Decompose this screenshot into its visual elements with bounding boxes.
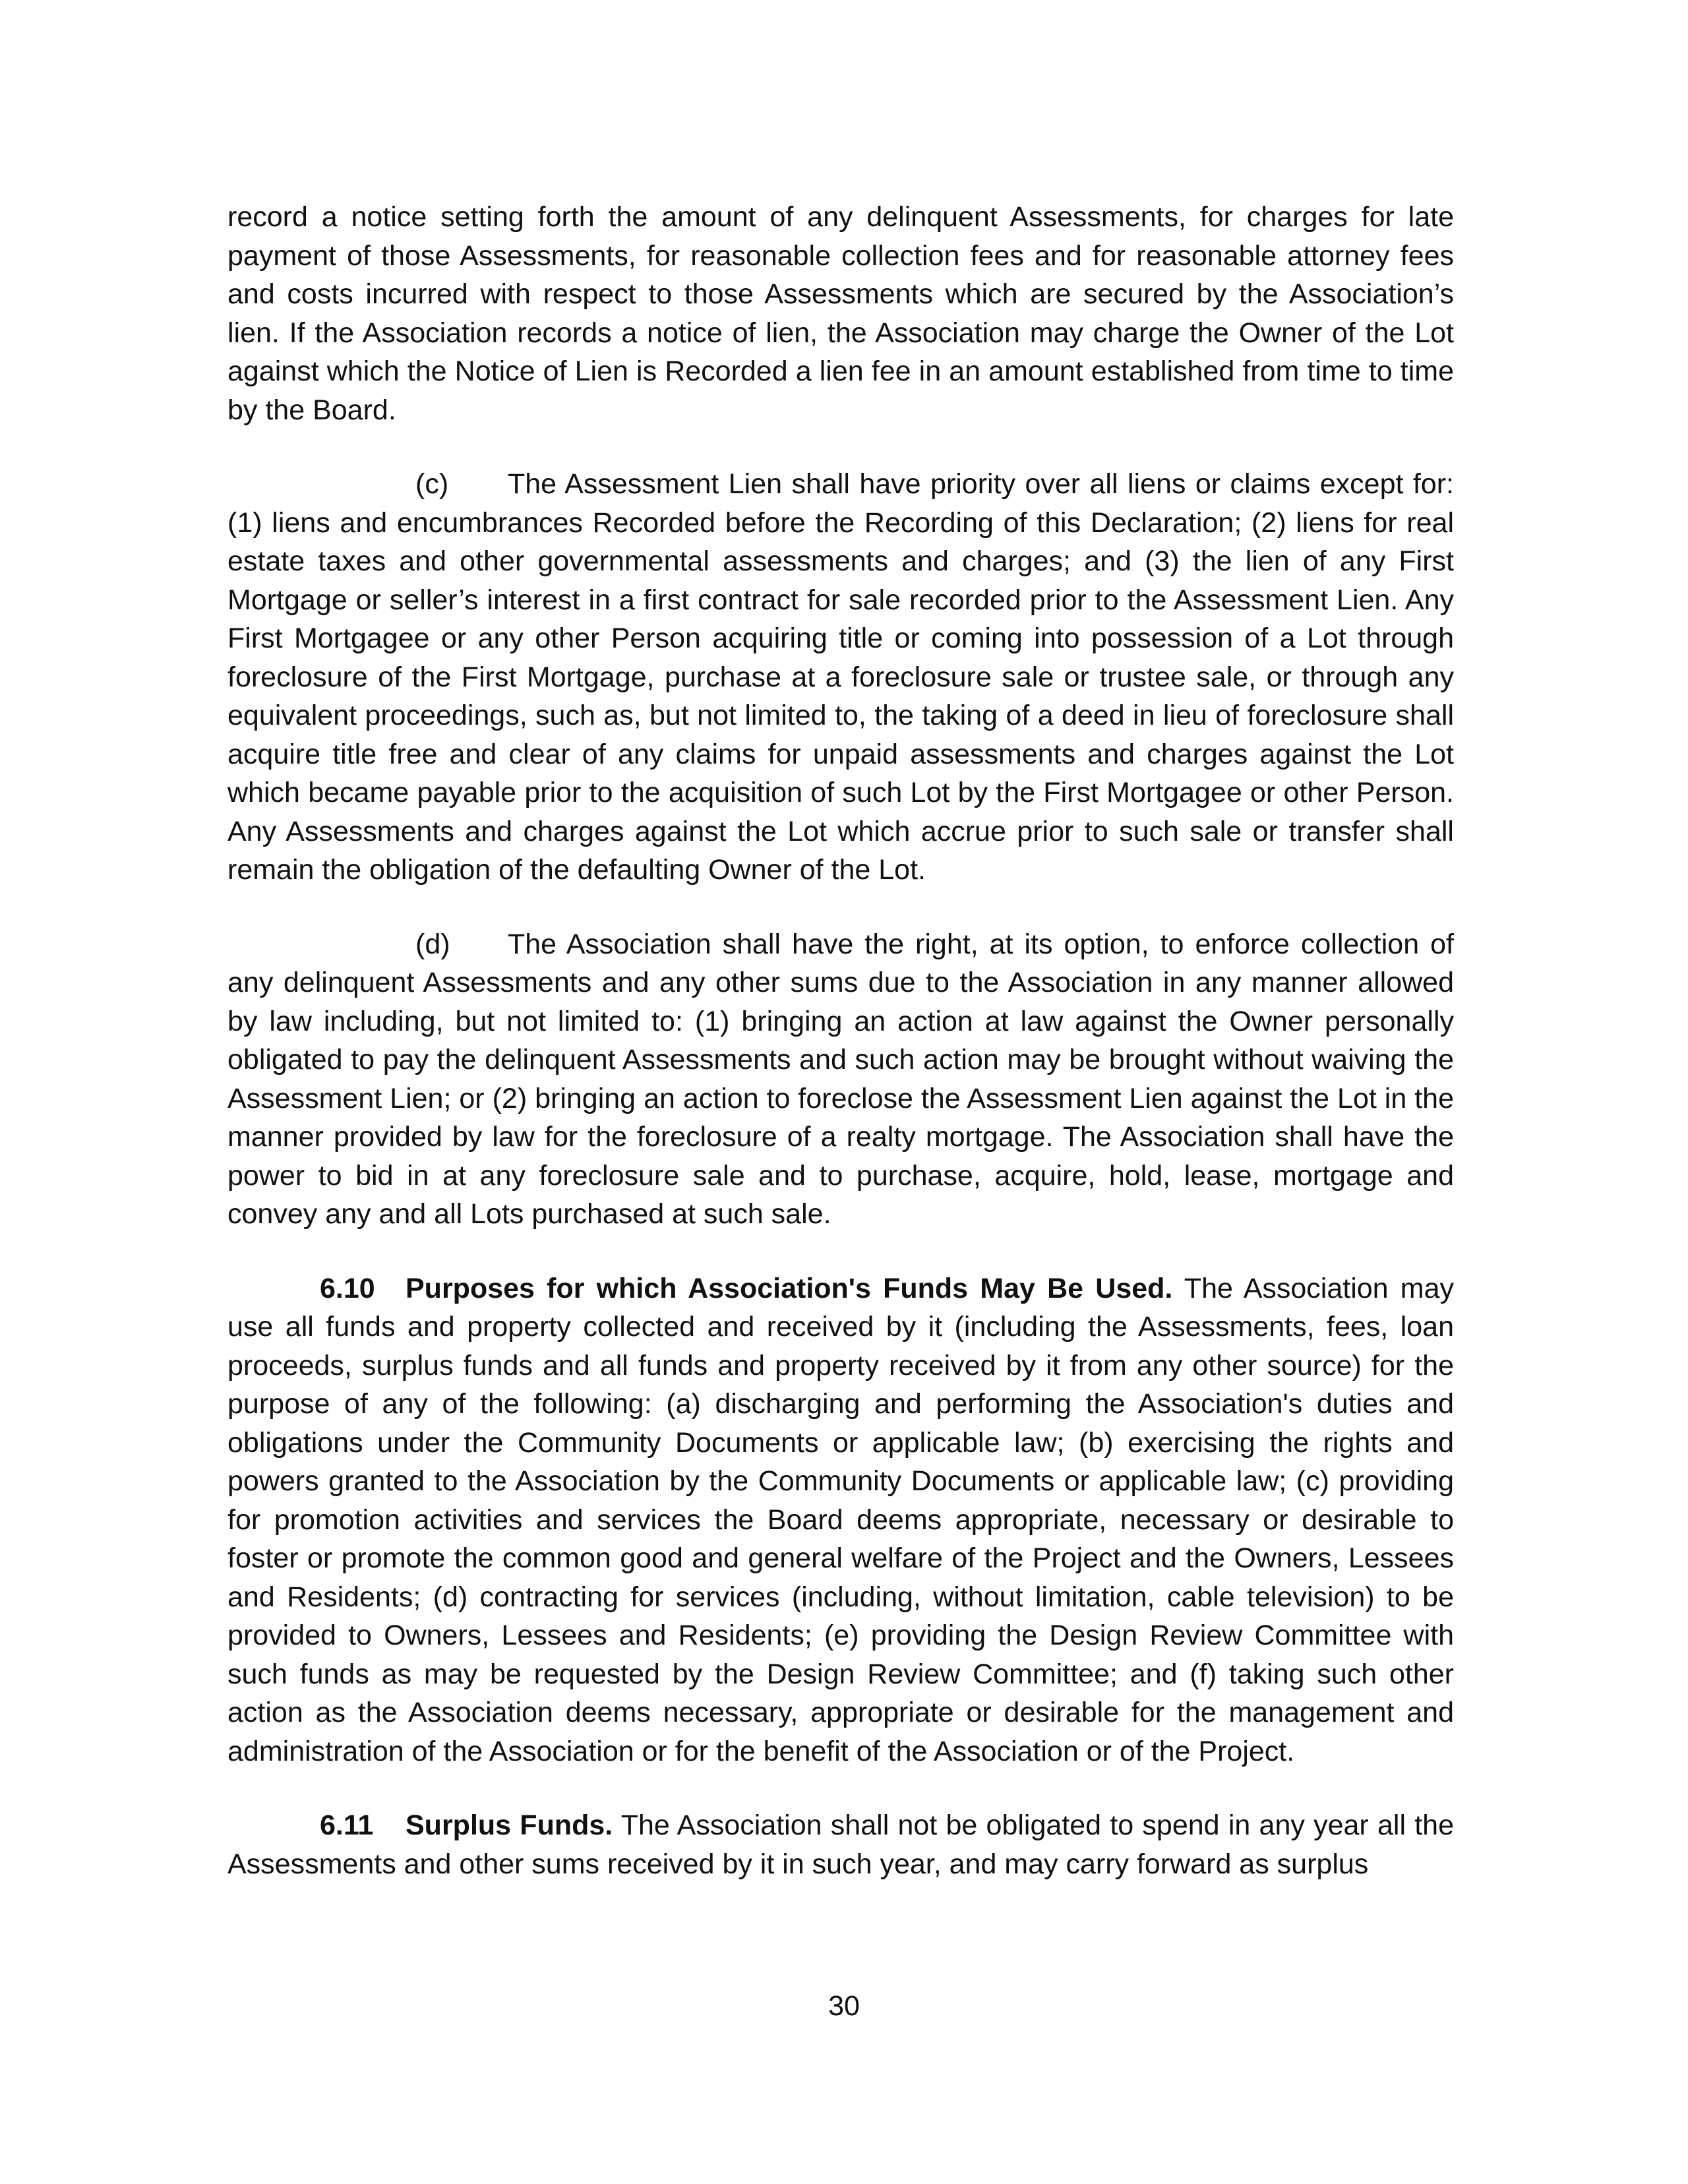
document-body — [227, 198, 1454, 1919]
section-6-10 — [227, 1269, 1454, 1771]
subsection-d — [227, 925, 1454, 1234]
subsection-text: The Association shall have the right, at its option, to enforce collection of any delinquent Assessments and any other sums due to the Association in any manner allowed by law including, but not limited to: (1) bringing an action at law against the Owner personally obligated to pay the delinquent Assessments and such action may be brought without waiving the Assessment Lien; or (2) bringing an action to foreclose the Assessment Lien against the Lot in the manner provided by law for the foreclosure of a realty mortgage. The Association shall have the power to bid in at any foreclosure sale and to purchase, acquire, hold, lease, mortgage and convey any and all Lots purchased at such sale. — [227, 928, 1454, 1230]
section-number: 6.11 — [320, 1809, 374, 1841]
paragraph-text: record a notice setting forth the amount of any delinquent Assessments, for charges for late payment of those Assessments, for reasonable collection fees and for reasonable attorney fees and costs incurred with respect to those Assessments which are secured by the Association’s lien. If the Association records a notice of lien, the Association may charge the Owner of the Lot against which the Notice of Lien is Recorded a lien fee in an amount established from time to time by the Board. — [227, 201, 1454, 426]
section-text: The Association shall not be obligated to spend in any year all the Assessments and other sums received by it in such year, and may carry forward as surplus — [227, 1809, 1455, 1880]
paragraph-lien-notice — [227, 198, 1454, 429]
section-number: 6.10 — [320, 1272, 375, 1304]
subsection-label: (d) — [415, 928, 450, 960]
subsection-label: (c) — [415, 468, 449, 500]
page-number: 30 — [828, 1990, 860, 2022]
section-text: The Association may use all funds and property collected and received by it (including the Assessments, fees, loan proceeds, surplus funds and all funds and property received by it from any other source) for the purpose of any of the following: (a) discharging and performing the Association's duties and obligations under the Community Documents or applicable law; (b) exercising the rights and powers granted to the Association by the Community Documents or applicable law; (c) providing for promotion activities and services the Board deems appropriate, necessary or desirable to foster or promote the common good and general welfare of the Project and the Owners, Lessees and Residents; (d) contracting for services (including, without limitation, cable television) to be provided to Owners, Lessees and Residents; (e) providing the Design Review Committee with such funds as may be requested by the Design Review Committee; and (f) taking such other action as the Association deems necessary, appropriate or desirable for the management and administration of the Association or for the benefit of the Association or of the Project. — [227, 1272, 1455, 1767]
section-title: Surplus Funds. — [406, 1809, 613, 1841]
subsection-text: The Assessment Lien shall have priority over all liens or claims except for: (1) liens and encumbrances Recorded before the Recording of this Declaration; (2) liens for real estate taxes and other governmental assessments and charges; and (3) the lien of any First Mortgage or seller’s interest in a first contract for sale recorded prior to the Assessment Lien. Any First Mortgagee or any other Person acquiring title or coming into possession of a Lot through foreclosure of the First Mortgage, purchase at a foreclosure sale or trustee sale, or through any equivalent proceedings, such as, but not limited to, the taking of a deed in lieu of foreclosure shall acquire title free and clear of any claims for unpaid assessments and charges against the Lot which became payable prior to the acquisition of such Lot by the First Mortgagee or other Person. Any Assessments and charges against the Lot which accrue prior to such sale or transfer shall remain the obligation of the defaulting Owner of the Lot. — [227, 468, 1454, 886]
subsection-c — [227, 465, 1454, 890]
section-6-11 — [227, 1806, 1454, 1883]
section-title: Purposes for which Association's Funds May Be Used. — [406, 1272, 1173, 1304]
